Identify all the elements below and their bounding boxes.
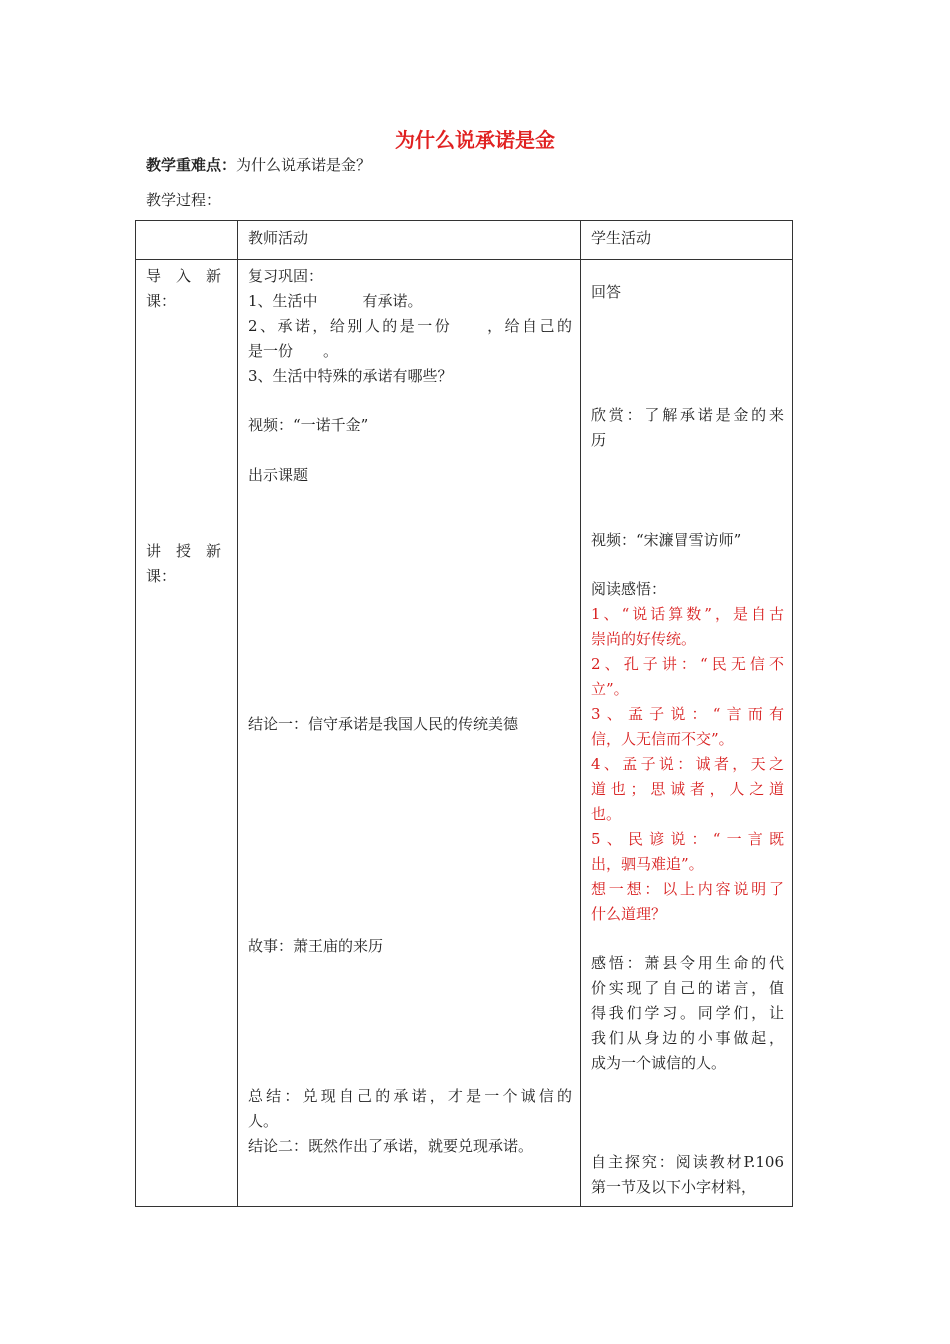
review-item-3: 3、生活中特殊的承诺有哪些？: [248, 367, 453, 385]
page-title: 为什么说承诺是金: [395, 128, 555, 152]
read-3b: 信，人无信而不交”。: [591, 730, 734, 748]
explore-a: 自主探究：阅读教材P.106: [591, 1153, 784, 1171]
conclusion-2: 结论二：既然作出了承诺，就要兑现承诺。: [248, 1137, 534, 1155]
insight-a: 感悟：萧县令用生命的代: [591, 954, 784, 972]
student-cell: [581, 260, 793, 1207]
header-student: 学生活动: [581, 221, 793, 260]
key-point-label: 教学重难点：: [146, 156, 237, 174]
stage-teach: 讲 授 新课：: [146, 542, 222, 585]
table-header-row: [136, 221, 793, 260]
read-2b: 立”。: [591, 680, 629, 698]
insight-e: 成为一个诚信的人。: [591, 1054, 727, 1072]
table-row: [136, 260, 793, 1207]
stage-intro: 导 入 新课：: [146, 267, 222, 310]
review-item-1: 1、生活中 有承诺。: [248, 292, 423, 310]
header-stage: [136, 221, 238, 260]
think-a: 想一想：以上内容说明了: [591, 880, 784, 898]
insight-d: 我们从身边的小事做起，: [591, 1029, 784, 1047]
read-title: 阅读感悟：: [591, 580, 667, 598]
think-b: 什么道理？: [591, 905, 667, 923]
read-3a: 3、孟子说：“言而有: [591, 705, 784, 723]
read-4c: 也。: [591, 805, 622, 823]
process-label: 教学过程：: [146, 191, 222, 209]
summary-a: 总结：兑现自己的承诺，才是一个诚信的: [248, 1087, 572, 1105]
key-point-line: [146, 154, 371, 175]
teacher-video: 视频：“一诺千金”: [248, 416, 369, 434]
review-item-2a: 2、承诺，给别人的是一份 ，给自己的: [248, 317, 572, 335]
enjoy-a: 欣赏：了解承诺是金的来: [591, 406, 784, 424]
explore-b: 第一节及以下小字材料，: [591, 1178, 757, 1196]
lesson-table: [135, 220, 793, 1207]
header-teacher: 教师活动: [238, 221, 581, 260]
story-line: 故事：萧王庙的来历: [248, 937, 384, 955]
review-title: 复习巩固：: [248, 267, 324, 285]
read-5a: 5、民谚说：“一言既: [591, 830, 784, 848]
read-4b: 道也；思诚者，人之道: [591, 780, 784, 798]
teacher-cell: [238, 260, 581, 1207]
stage-cell: [136, 260, 238, 1207]
read-4a: 4、孟子说：诚者，天之: [591, 755, 784, 773]
key-point-text: 为什么说承诺是金？: [236, 156, 372, 174]
answer-line: 回答: [591, 283, 622, 301]
insight-c: 得我们学习。同学们，让: [591, 1004, 784, 1022]
review-item-2b: 是一份 。: [248, 342, 339, 360]
read-1a: 1、“说话算数”，是自古: [591, 605, 784, 623]
read-1b: 崇尚的好传统。: [591, 630, 697, 648]
read-5b: 出，驷马难追”。: [591, 855, 704, 873]
read-2a: 2、孔子讲：“民无信不: [591, 655, 784, 673]
insight-b: 价实现了自己的诺言，值: [591, 979, 784, 997]
topic-line: 出示课题: [248, 466, 309, 484]
conclusion-1: 结论一：信守承诺是我国人民的传统美德: [248, 715, 519, 733]
student-video: 视频：“宋濂冒雪访师”: [591, 531, 742, 549]
enjoy-b: 历: [591, 431, 607, 449]
summary-b: 人。: [248, 1112, 279, 1130]
